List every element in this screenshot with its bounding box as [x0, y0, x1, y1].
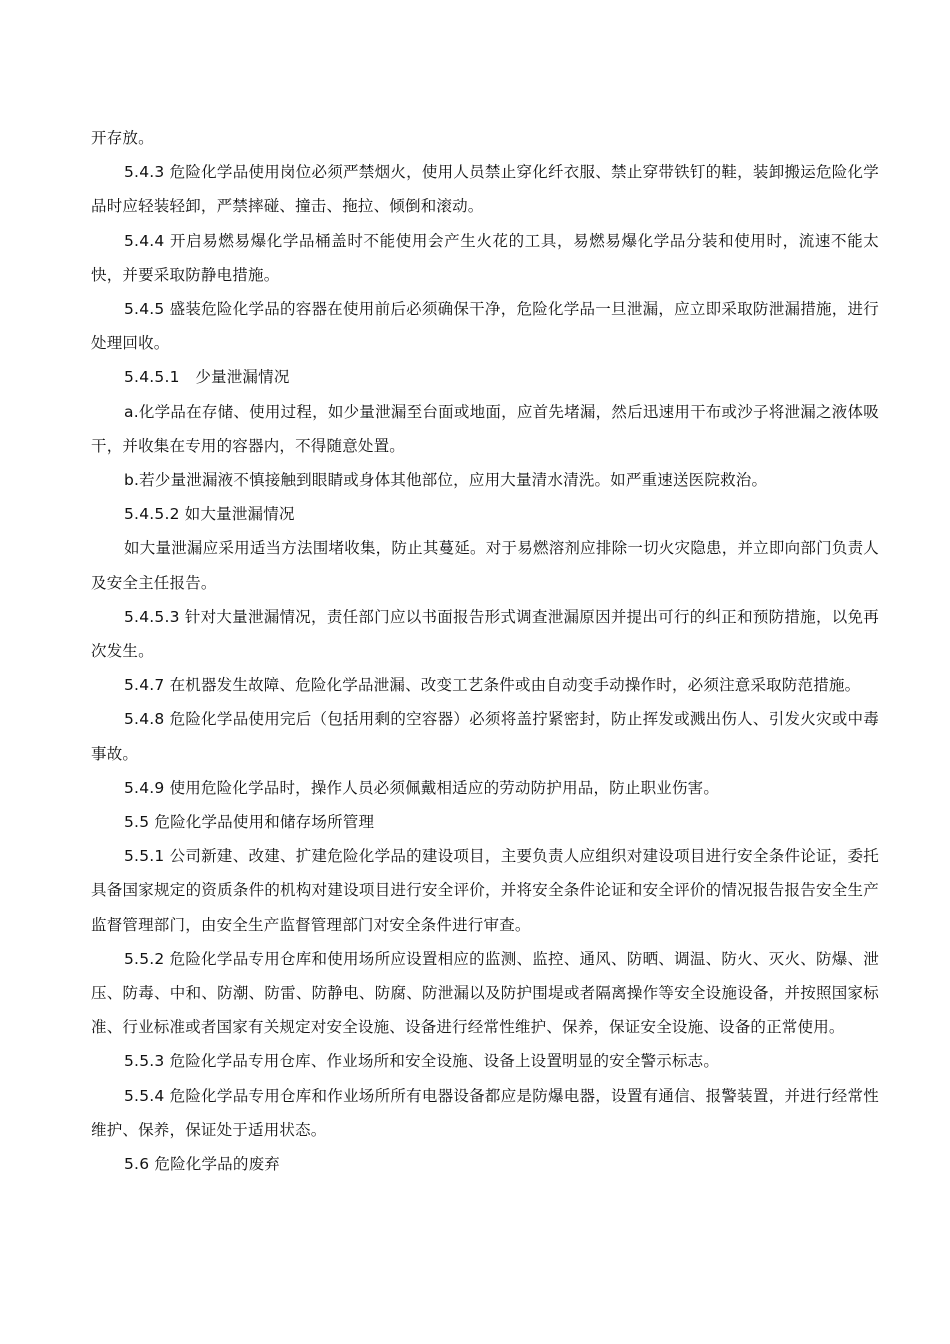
paragraph-item-b: b.若少量泄漏液不慎接触到眼睛或身体其他部位，应用大量清水清洗。如严重速送医院救治。: [124, 471, 768, 490]
paragraph-5-4-5-3: 5.4.5.3 针对大量泄漏情况，责任部门应以书面报告形式调查泄漏原因并提出可行的纠正和预防措施，以免再次发生。: [91, 607, 879, 661]
paragraph-5-5-1: 5.5.1 公司新建、改建、扩建危险化学品的建设项目，主要负责人应组织对建设项目进行安全条件论证，委托具备国家规定的资质条件的机构对建设项目进行安全评价，并将安全条件论证和安全评价的情况报告报告安全生产监督管理部门，由安全生产监督管理部门对安全条件进行审查。: [91, 847, 879, 934]
paragraph-continuation: 开存放。: [91, 129, 154, 147]
paragraph-5-5-4: 5.5.4 危险化学品专用仓库和作业场所所有电器设备都应是防爆电器，设置有通信、报警装置，并进行经常性维护、保养，保证处于适用状态。: [91, 1086, 879, 1139]
paragraph-large-leak: 如大量泄漏应采用适当方法围堵收集，防止其蔓延。对于易燃溶剂应排除一切火灾隐患，并立即向部门负责人及安全主任报告。: [91, 539, 879, 592]
document-body: [91, 121, 879, 1181]
paragraph-5-5-3: 5.5.3 危险化学品专用仓库、作业场所和安全设施、设备上设置明显的安全警示标志。: [124, 1052, 720, 1071]
paragraph-5-4-7: 5.4.7 在机器发生故障、危险化学品泄漏、改变工艺条件或由自动变手动操作时，必须注意采取防范措施。: [124, 676, 861, 695]
paragraph-5-4-3: 5.4.3 危险化学品使用岗位必须严禁烟火，使用人员禁止穿化纤衣服、禁止穿带铁钉的鞋，装卸搬运危险化学品时应轻装轻卸，严禁摔碰、撞击、拖拉、倾倒和滚动。: [91, 163, 879, 216]
paragraph-5-4-5: 5.4.5 盛装危险化学品的容器在使用前后必须确保干净，危险化学品一旦泄漏，应立即采取防泄漏措施，进行处理回收。: [91, 300, 879, 353]
heading-5-5: 5.5 危险化学品使用和储存场所管理: [124, 813, 375, 832]
heading-5-4-5-1: 5.4.5.1 少量泄漏情况: [124, 368, 290, 387]
paragraph-5-4-4: 5.4.4 开启易燃易爆化学品桶盖时不能使用会产生火花的工具，易燃易爆化学品分装和使用时，流速不能太快，并要采取防静电措施。: [91, 231, 879, 284]
heading-5-6: 5.6 危险化学品的废弃: [124, 1155, 280, 1174]
paragraph-5-4-9: 5.4.9 使用危险化学品时，操作人员必须佩戴相适应的劳动防护用品，防止职业伤害。: [124, 778, 720, 797]
heading-5-4-5-2: 5.4.5.2 如大量泄漏情况: [124, 505, 295, 524]
paragraph-5-4-8: 5.4.8 危险化学品使用完后（包括用剩的空容器）必须将盖拧紧密封，防止挥发或溅出伤人、引发火灾或中毒事故。: [91, 710, 879, 763]
paragraph-item-a: a.化学品在存储、使用过程，如少量泄漏至台面或地面，应首先堵漏，然后迅速用干布或沙子将泄漏之液体吸干，并收集在专用的容器内，不得随意处置。: [91, 402, 879, 455]
paragraph-5-5-2: 5.5.2 危险化学品专用仓库和使用场所应设置相应的监测、监控、通风、防晒、调温、防火、灭火、防爆、泄压、防毒、中和、防潮、防雷、防静电、防腐、防泄漏以及防护围堤或者隔离操作等安全设施设备，并按照国家标准、行业标准或者国家有关规定对安全设施、设备进行经常性维护、保养，保证安全设施、设备的正常使用。: [91, 949, 879, 1037]
